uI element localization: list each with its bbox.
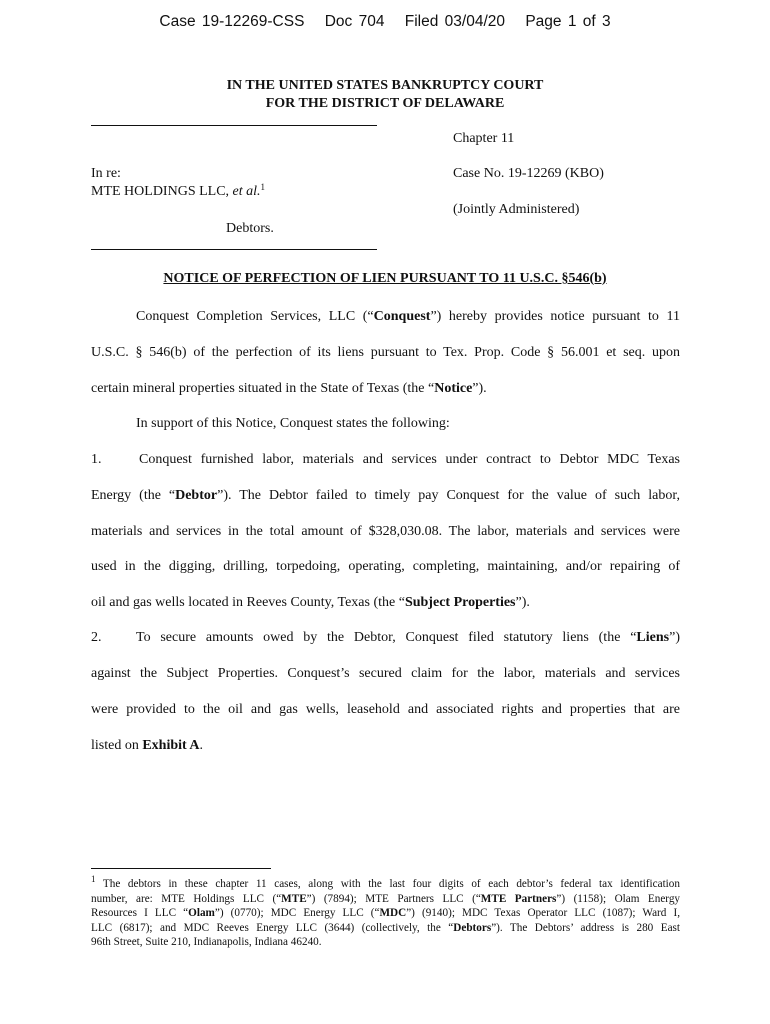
caption-top-rule [91,125,377,126]
footnote-rule [91,868,271,869]
footnote-marker: 1 [260,182,266,192]
notice-title: NOTICE OF PERFECTION OF LIEN PURSUANT TO 11 U.S.C. §546(b) [163,271,607,286]
et-al-text: et al. [232,184,261,199]
item2-line4: listed on Exhibit A. [91,738,204,753]
page-count-stamp: Page 1 of 3 [525,13,611,30]
footnote-number: 1 [91,874,96,884]
item2-line2: against the Subject Properties. Conquest’s secured claim for the labor, materials and services [91,666,680,681]
debtor-name-text: MTE HOLDINGS LLC, [91,184,230,199]
filed-date-stamp: Filed 03/04/20 [404,13,506,30]
chapter-label: Chapter 11 [453,131,515,146]
case-number: Case No. 19-12269 (KBO) [453,166,604,181]
debtor-name [91,183,265,201]
jointly-administered: (Jointly Administered) [453,202,580,217]
in-re-label: In re: [91,166,121,181]
item2-line1: To secure amounts owed by the Debtor, Conquest filed statutory liens (the “Liens”) [136,630,680,645]
item2-line3: were provided to the oil and gas wells, leasehold and associated rights and properties that are [91,702,680,717]
item1-line1: Conquest furnished labor, materials and services under contract to Debtor MDC Texas [139,452,680,467]
item2-number: 2. [91,630,102,645]
para1-line2: U.S.C. § 546(b) of the perfection of its liens pursuant to Tex. Prop. Code § 56.001 et seq. upon [91,345,680,360]
footnote-line4: LLC (6817); and MDC Reeves Energy LLC (3644) (collectively, the “Debtors”). The Debtors’ address is 280 East [91,921,680,934]
footnote-line3: Resources I LLC “Olam”) (0770); MDC Energy LLC (“MDC”) (9140); MDC Texas Operator LLC (1087); Ward I, [91,907,680,920]
footnote-line1: $^1$ The debtors in these chapter 11 cases, along with the last four digits of each debtor’s federal tax identification [91,874,680,890]
ecf-header-stamp [0,13,770,31]
item1-line5: oil and gas wells located in Reeves County, Texas (the “Subject Properties”). [91,595,530,610]
item1-number: 1. [91,452,102,467]
court-district: FOR THE DISTRICT OF DELAWARE [265,96,505,111]
court-name: IN THE UNITED STATES BANKRUPTCY COURT [226,78,544,93]
item1-line4: used in the digging, drilling, torpedoing, operating, completing, maintaining, and/or repairing of [91,559,680,574]
item1-line2: Energy (the “Debtor”). The Debtor failed to timely pay Conquest for the value of such labor, [91,488,680,503]
para1-line3: certain mineral properties situated in the State of Texas (the “Notice”). [91,381,487,396]
doc-number-stamp: Doc 704 [324,13,385,30]
para1-line1: Conquest Completion Services, LLC (“Conquest”) hereby provides notice pursuant to 11 [136,309,680,324]
case-number-stamp: Case 19-12269-CSS [159,13,305,30]
footnote-line2: number, are: MTE Holdings LLC (“MTE”) (7894); MTE Partners LLC (“MTE Partners”) (1158); Olam Energy [91,892,681,905]
footnote-line5: 96th Street, Suite 210, Indianapolis, Indiana 46240. [91,936,322,949]
item1-line3: materials and services in the total amount of $328,030.08. The labor, materials and services were [91,524,680,539]
caption-bottom-rule [91,249,377,250]
debtors-label: Debtors. [226,221,274,236]
para2: In support of this Notice, Conquest states the following: [136,416,450,431]
